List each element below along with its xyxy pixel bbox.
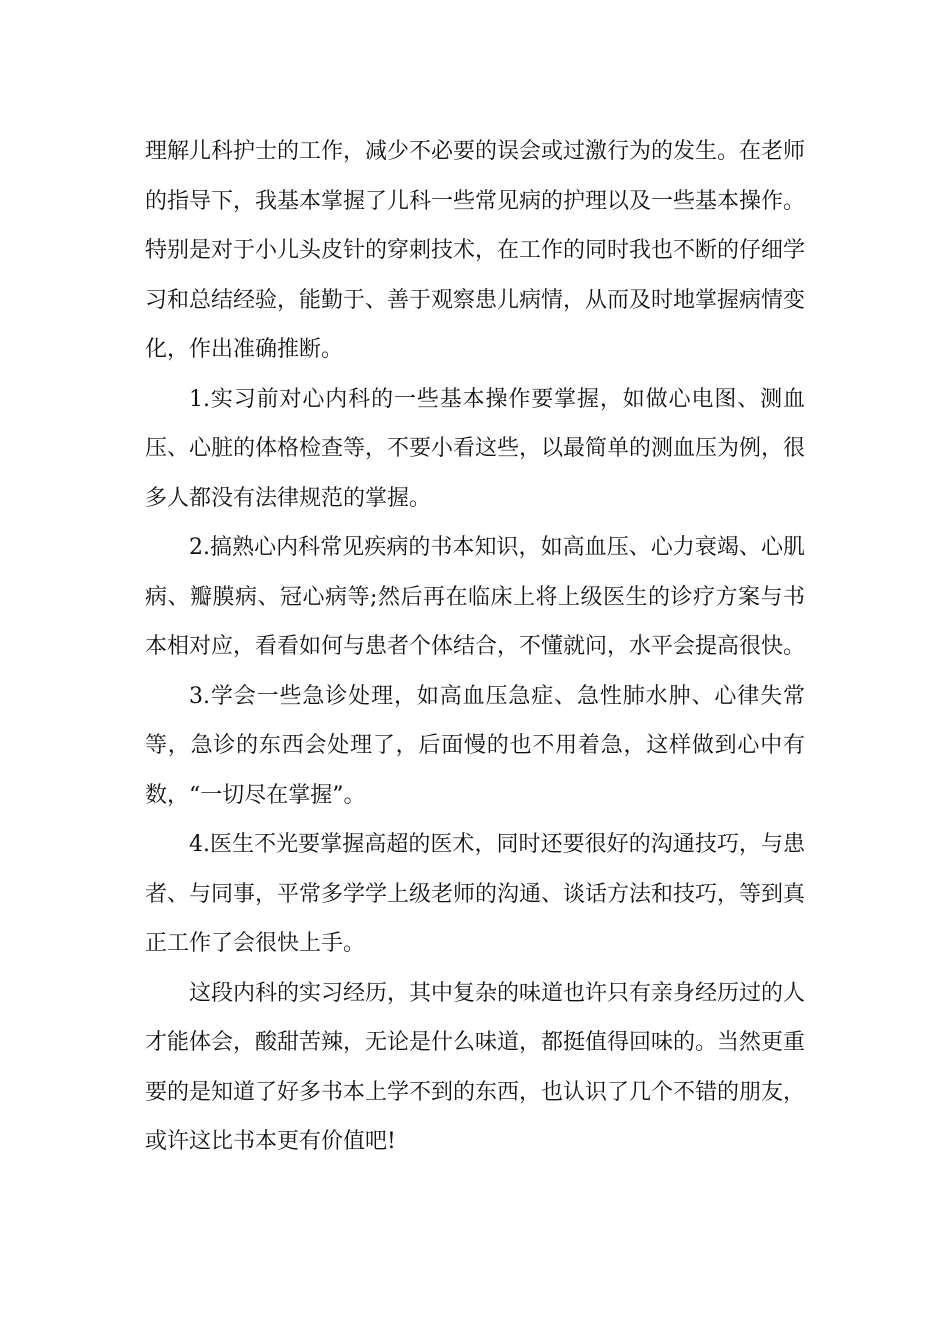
document-page <box>145 127 805 1167</box>
paragraph-item-2: 2.搞熟心内科常见疾病的书本知识，如高血压、心力衰竭、心肌病、瓣膜病、冠心病等;然后再在临床上将上级医生的诊疗方案与书本相对应，看看如何与患者个体结合，不懂就问，水平会提高很快。 <box>145 535 806 659</box>
paragraph-item-4: 4.医生不光要掌握高超的医术，同时还要很好的沟通技巧，与患者、与同事，平常多学学上级老师的沟通、谈话方法和技巧，等到真正工作了会很快上手。 <box>145 832 806 956</box>
paragraph-item-1: 1.实习前对心内科的一些基本操作要掌握，如做心电图、测血压、心脏的体格检查等，不要小看这些，以最简单的测血压为例，很多人都没有法律规范的掌握。 <box>145 386 806 511</box>
paragraph-item-3: 3.学会一些急诊处理，如高血压急症、急性肺水肿、心律失常等，急诊的东西会处理了，后面慢的也不用着急，这样做到心中有数，“一切尽在掌握”。 <box>145 683 805 808</box>
paragraph-continuation: 理解儿科护士的工作，减少不必要的误会或过激行为的发生。在老师的指导下，我基本掌握了儿科一些常见病的护理以及一些基本操作。特别是对于小儿头皮针的穿刺技术，在工作的同时我也不断的仔细学习和总结经验，能勤于、善于观察患儿病情，从而及时地掌握病情变化，作出准确推断。 <box>145 139 806 362</box>
paragraph-conclusion: 这段内科的实习经历，其中复杂的味道也许只有亲身经历过的人才能体会，酸甜苦辣，无论是什么味道，都挺值得回味的。当然更重要的是知道了好多书本上学不到的东西，也认识了几个不错的朋友，或许这比书本更有价值吧! <box>145 980 806 1154</box>
